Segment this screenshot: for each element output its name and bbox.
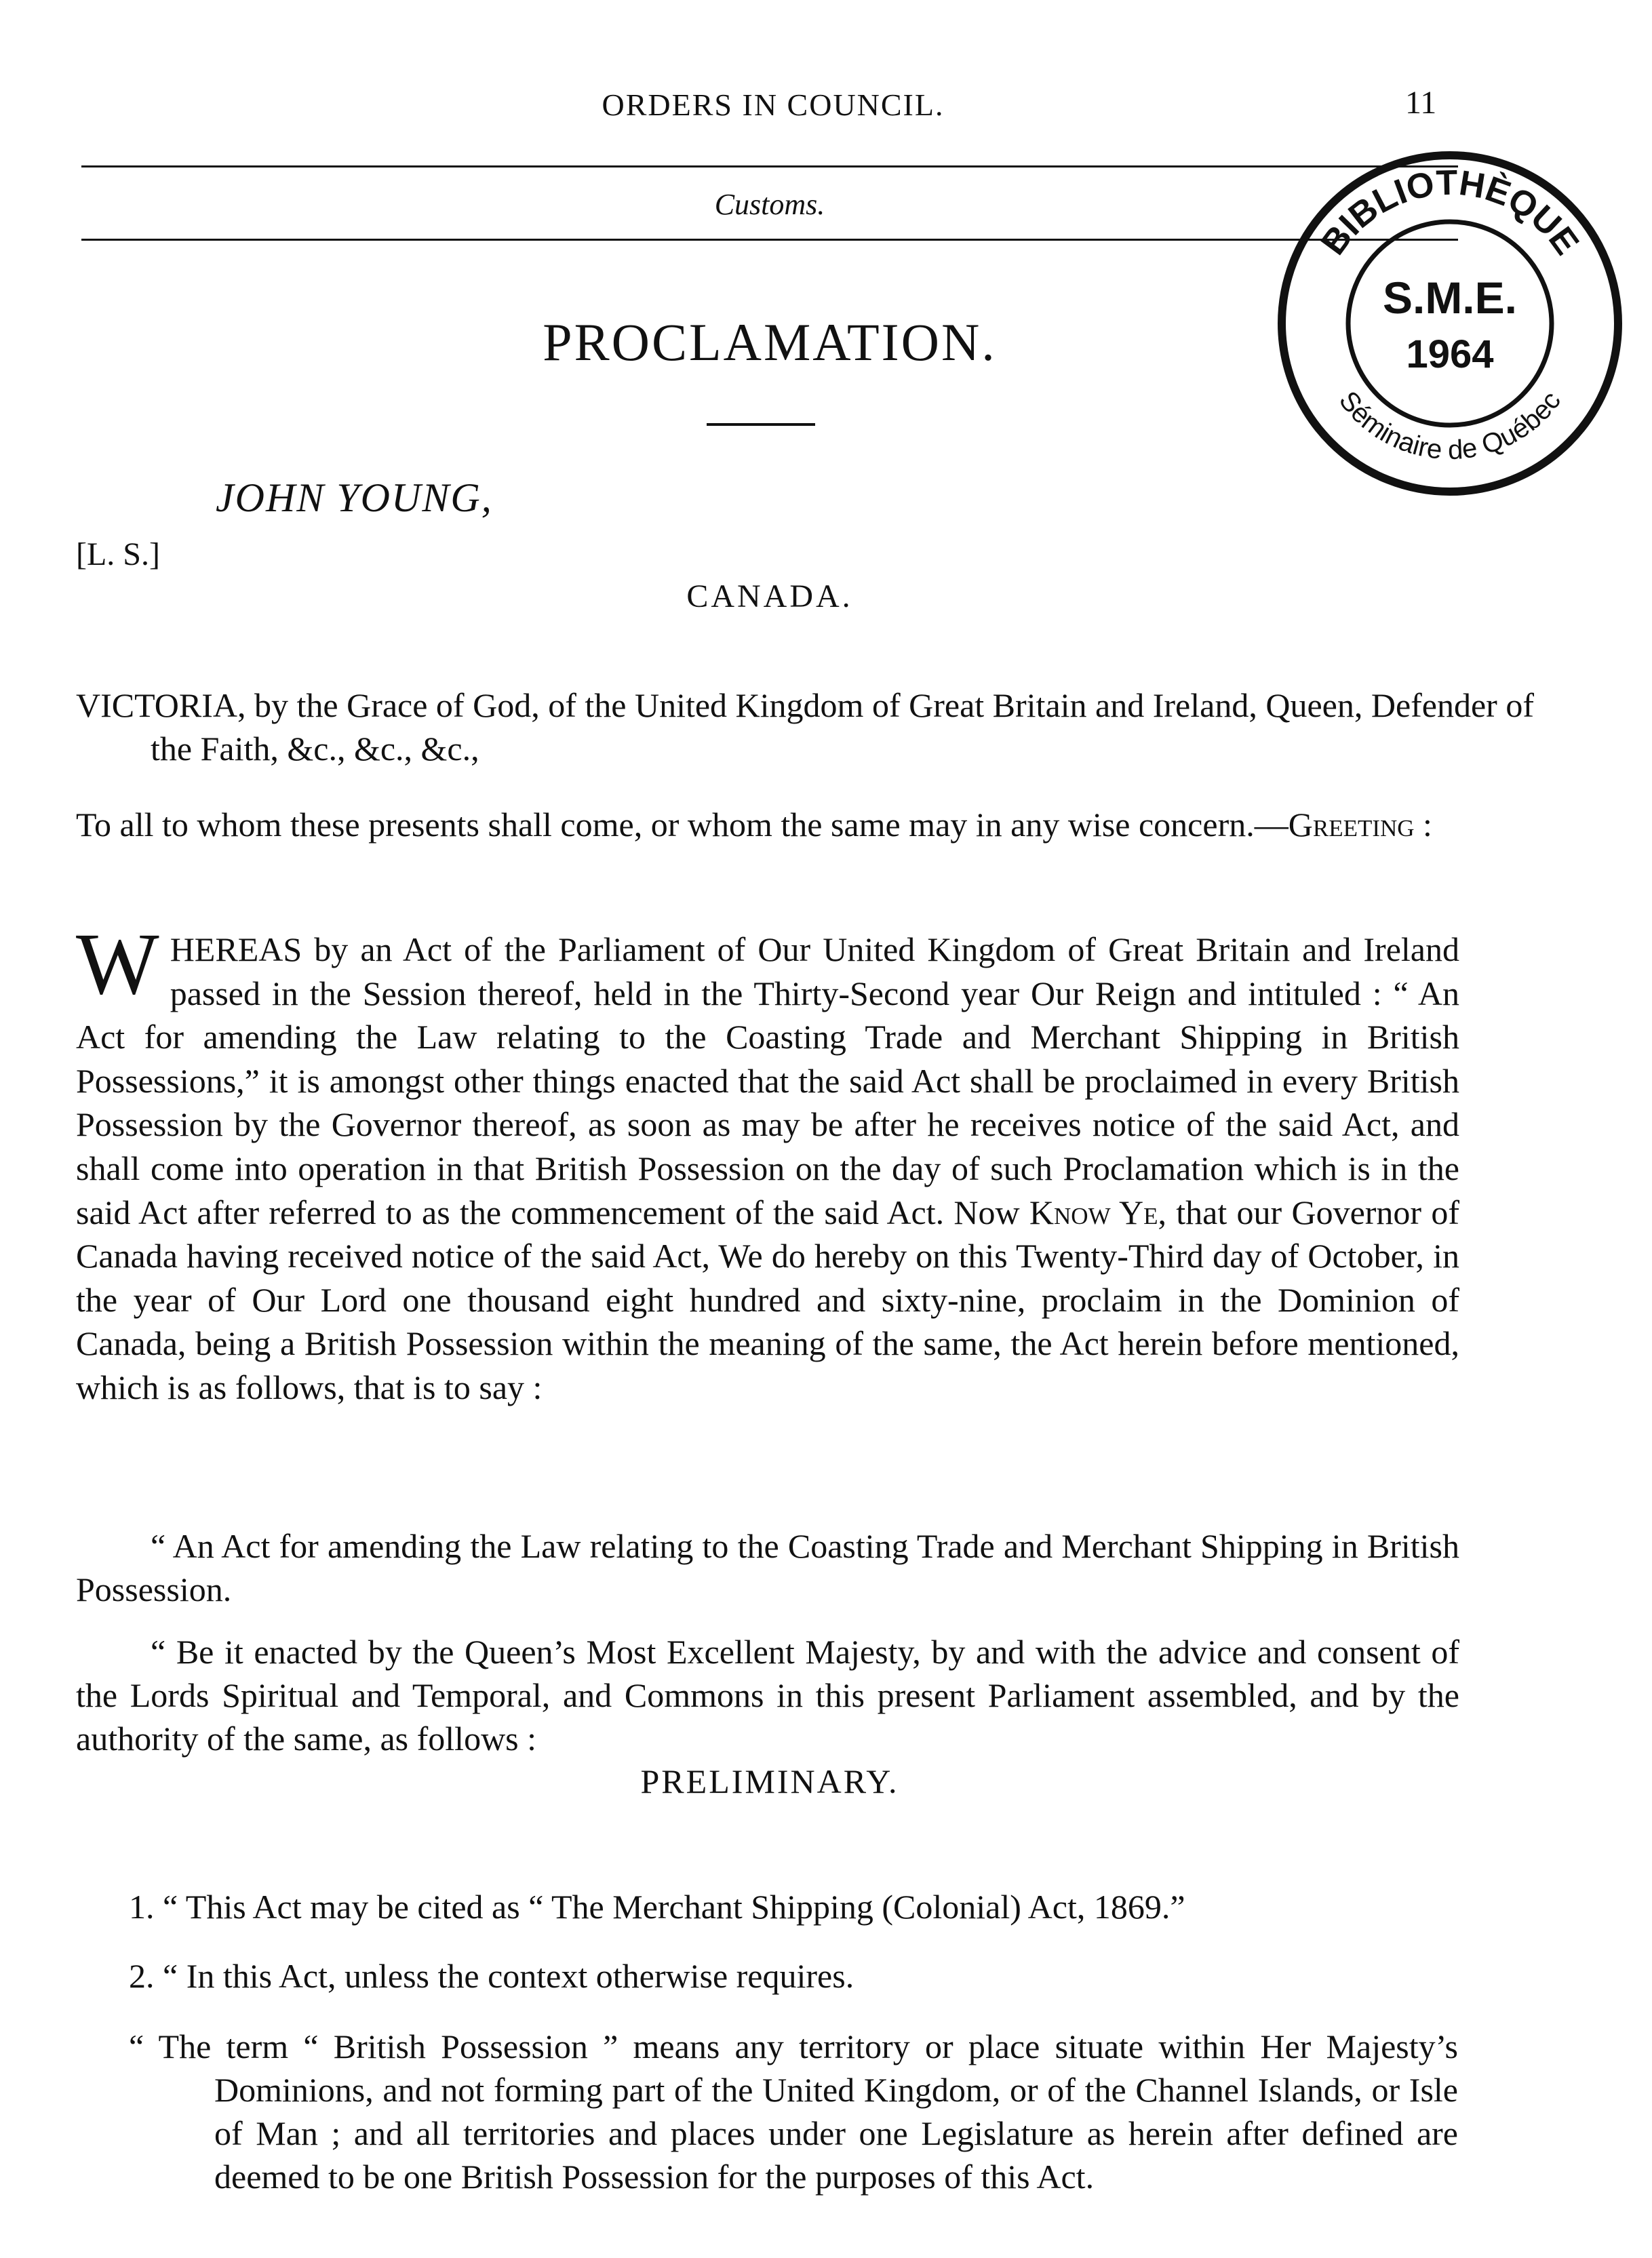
- stamp-bottom-text: Séminaire de Québec: [1333, 385, 1567, 466]
- section-heading: Customs.: [714, 188, 825, 221]
- royal-style-paragraph: VICTORIA, by the Grace of God, of the United Kingdom of Great Britain and Ireland, Queen, Defender of the Faith, &c., &c., &c.,: [76, 686, 1534, 768]
- clause-2: 2. “ In this Act, unless the context otherwise requires.: [129, 1957, 854, 1995]
- stamp-center-line2: 1964: [1406, 332, 1494, 376]
- greeting-text: Greeting :: [1288, 806, 1432, 844]
- stamp-inner-ring: [1348, 222, 1552, 425]
- stamp-top-text: BIBLIOTHÈQUE: [1313, 163, 1587, 262]
- library-stamp: [1267, 144, 1633, 503]
- clause-1: 1. “ This Act may be cited as “ The Merchant Shipping (Colonial) Act, 1869.”: [129, 1888, 1185, 1926]
- header-rule-top: [81, 165, 1458, 167]
- page-number: 11: [1405, 85, 1437, 121]
- whereas-paragraph: [76, 915, 1459, 1410]
- act-title-paragraph: “ An Act for amending the Law relating to the Coasting Trade and Merchant Shipping in British Possession.: [76, 1527, 1459, 1608]
- definition-paragraph: “ The term “ British Possession ” means any territory or place situate within Her Majesty’s Dominions, and not forming part of the United Kingdom, or of the Channel Islands, or Isle of Man ; and all territories and places under one Legislature as herein after defined are deemed to be one British Possession for the purposes of this Act.: [129, 2027, 1458, 2196]
- enactment-paragraph: “ Be it enacted by the Queen’s Most Excellent Majesty, by and with the advice and consent of the Lords Spiritual and Temporal, and Commons in this present Parliament assembled, and by the authority of the same, as follows :: [76, 1633, 1459, 1758]
- address-paragraph: [76, 803, 1534, 846]
- stamp-center-line1: S.M.E.: [1382, 273, 1518, 323]
- drop-cap: W: [76, 915, 159, 1013]
- country-heading: CANADA.: [686, 578, 853, 614]
- title-rule: [707, 423, 815, 426]
- seal-mark: [L. S.]: [76, 536, 160, 572]
- whereas-text-part2: , that our Governor of Canada having received notice of the said Act, We do hereby on this Twenty-Third day of October, in the year of Our Lord one thousand eight hundred and sixty-nine, proclaim in the Dominion of Canada, being a British Possession within the meaning of the same, the Act herein before mentioned, which is as follows, that is to say :: [76, 1193, 1459, 1406]
- preliminary-heading: PRELIMINARY.: [640, 1762, 899, 1800]
- header-rule-bottom: [81, 239, 1458, 241]
- whereas-text-part1: HEREAS by an Act of the Parliament of Our United Kingdom of Great Britain and Ireland passed in the Session thereof, held in the Thirty-Second year Our Reign and intituled : “ An Act for amending the Law relating to the Coasting Trade and Merchant Shipping in British Possessions,” it is amongst other things enacted that the said Act shall be proclaimed in every British Possession by the Governor thereof, as soon as may be after he receives notice of the said Act, and shall come into operation in that British Possession on the day of such Proclamation which is in the said Act after referred to as the commencement of the said Act. Now: [76, 930, 1459, 1231]
- running-title: ORDERS IN COUNCIL.: [602, 87, 945, 122]
- proclamation-title: PROCLAMATION.: [543, 313, 997, 372]
- governor-name: JOHN YOUNG,: [216, 475, 493, 520]
- know-ye-text: Know Ye: [1029, 1193, 1158, 1231]
- address-text: To all to whom these presents shall come, or whom the same may in any wise concern.—: [76, 806, 1289, 844]
